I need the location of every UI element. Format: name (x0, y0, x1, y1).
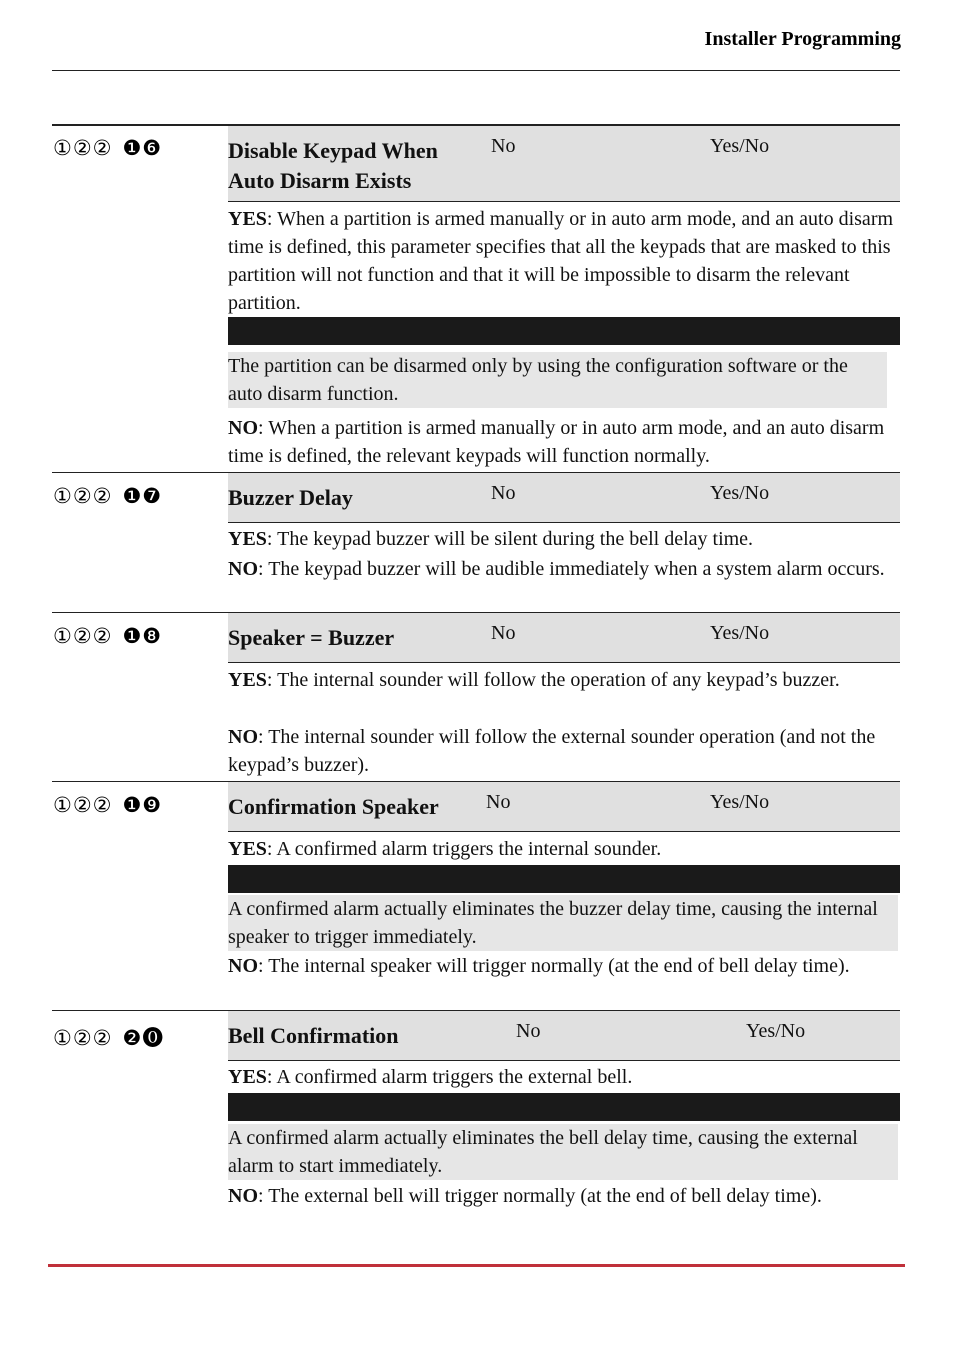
no-description (228, 723, 896, 779)
yes-text: : The keypad buzzer will be silent during the bell delay time. (266, 528, 754, 550)
no-label: NO (228, 417, 258, 439)
no-description (228, 555, 896, 583)
page-header-title: Installer Programming (704, 28, 901, 50)
yes-text: : A confirmed alarm triggers the external bell. (266, 1066, 633, 1088)
parameter-range: Yes/No (710, 135, 770, 157)
parameter-code (53, 1022, 164, 1052)
note-text: The partition can be disarmed only by using the configuration software or the auto disarm function. (228, 352, 887, 408)
yes-label: YES (228, 838, 267, 860)
no-description (228, 414, 896, 470)
parameter-header (228, 613, 900, 663)
code-prefix: ①②② (53, 136, 113, 160)
code-suffix: ❶❽ (122, 624, 163, 648)
yes-label: YES (228, 669, 267, 691)
code-suffix: ❶❾ (122, 793, 163, 817)
code-suffix: ❶❼ (122, 484, 163, 508)
code-prefix: ①②② (53, 624, 113, 648)
parameter-default: No (491, 482, 516, 504)
parameter-title: Bell Confirmation (228, 1023, 399, 1048)
code-prefix: ①②② (53, 484, 113, 508)
note-bar (228, 865, 900, 893)
parameter-section-20 (0, 1010, 954, 1220)
no-text: : The keypad buzzer will be audible immediately when a system alarm occurs. (258, 558, 885, 580)
no-label: NO (228, 558, 258, 580)
yes-description (228, 835, 896, 863)
no-description (228, 1182, 900, 1210)
parameter-range: Yes/No (710, 622, 770, 644)
yes-description (228, 666, 896, 694)
code-prefix: ①②② (53, 793, 113, 817)
code-suffix: ❷⓿ (122, 1026, 165, 1050)
parameter-title: Buzzer Delay (228, 485, 353, 510)
no-description (228, 952, 896, 980)
yes-description (228, 1063, 896, 1091)
parameter-section-18 (0, 612, 954, 781)
footer-divider (48, 1264, 905, 1267)
parameter-default: No (491, 622, 516, 644)
no-text: : The external bell will trigger normally (at the end of bell delay time). (258, 1185, 822, 1207)
parameter-header (228, 782, 900, 832)
parameter-header (228, 126, 900, 202)
parameter-default: No (486, 791, 511, 813)
parameter-section-19 (0, 781, 954, 1010)
parameter-code (53, 793, 162, 817)
parameter-default: No (516, 1020, 541, 1042)
yes-description (228, 525, 896, 553)
no-text: : When a partition is armed manually or in auto arm mode, and an auto disarm time is defined, the relevant keypads will function normally. (228, 417, 885, 467)
no-text: : The internal speaker will trigger normally (at the end of bell delay time). (258, 955, 850, 977)
parameter-range: Yes/No (710, 482, 770, 504)
code-suffix: ❶❻ (122, 136, 163, 160)
parameter-default: No (491, 135, 516, 157)
note-text: A confirmed alarm actually eliminates the buzzer delay time, causing the internal speaker to trigger immediately. (228, 895, 898, 951)
no-label: NO (228, 726, 258, 748)
note-bar (228, 317, 900, 345)
no-label: NO (228, 955, 258, 977)
no-text: : The internal sounder will follow the external sounder operation (and not the keypad’s buzzer). (228, 726, 876, 776)
parameter-header (228, 473, 900, 523)
yes-text: : The internal sounder will follow the operation of any keypad’s buzzer. (266, 669, 840, 691)
no-label: NO (228, 1185, 258, 1207)
parameter-section-16 (0, 124, 954, 472)
parameter-title: Confirmation Speaker (228, 794, 439, 819)
note-bar (228, 1093, 900, 1121)
parameter-title: Speaker = Buzzer (228, 625, 395, 650)
parameter-code (53, 624, 162, 648)
yes-label: YES (228, 1066, 267, 1088)
yes-text: : A confirmed alarm triggers the internal sounder. (266, 838, 662, 860)
parameter-range: Yes/No (710, 791, 770, 813)
code-prefix: ①②② (53, 1026, 113, 1050)
yes-text: : When a partition is armed manually or in auto arm mode, and an auto disarm time is defined, this parameter specifies that all the keypads that are masked to this partition will not function and that it will be impossible to disarm the relevant partition. (228, 208, 894, 314)
parameter-title: Disable Keypad When Auto Disarm Exists (228, 138, 438, 193)
parameter-code (53, 484, 162, 508)
header-divider (52, 70, 900, 71)
parameter-section-17 (0, 472, 954, 612)
yes-description (228, 205, 896, 317)
parameter-header (228, 1011, 900, 1061)
yes-label: YES (228, 208, 267, 230)
parameter-range: Yes/No (746, 1020, 806, 1042)
yes-label: YES (228, 528, 267, 550)
note-text: A confirmed alarm actually eliminates the bell delay time, causing the external alarm to start immediately. (228, 1124, 898, 1180)
parameter-code (53, 136, 162, 160)
